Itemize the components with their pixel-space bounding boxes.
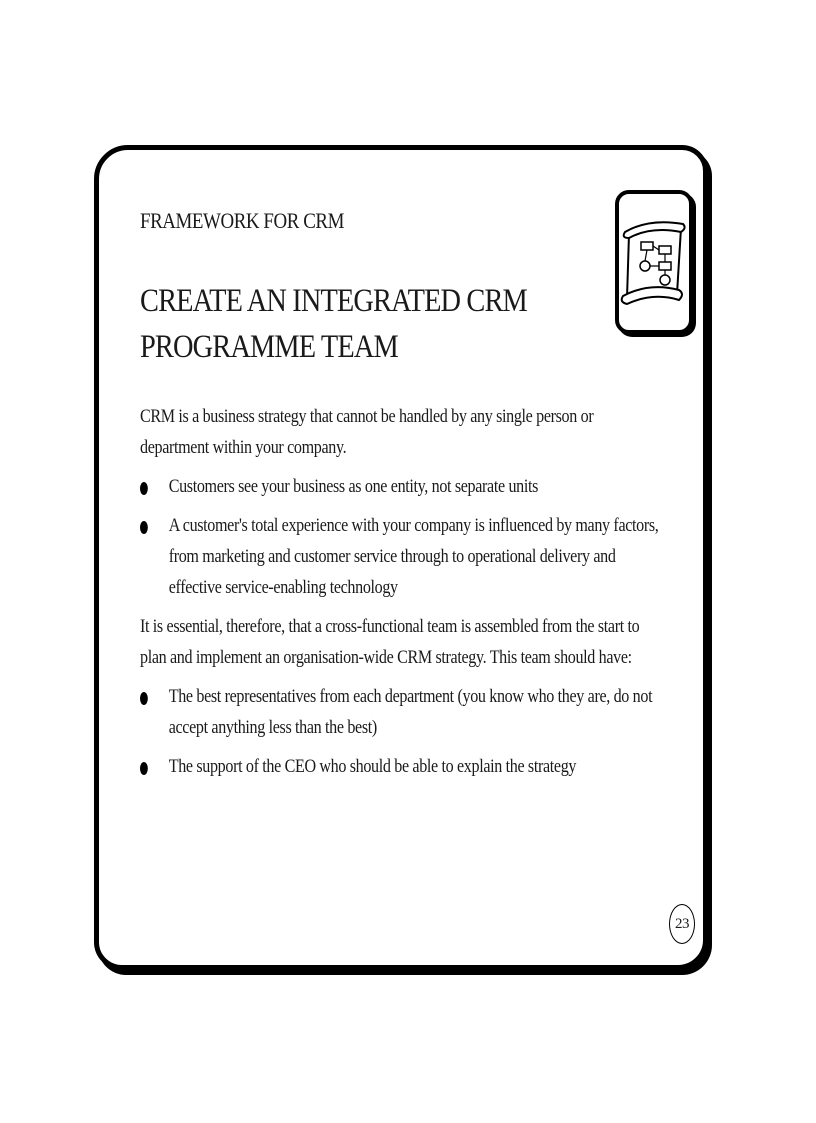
list-item-text: The support of the CEO who should be able to explain the strategy xyxy=(168,757,577,777)
list-item xyxy=(140,511,660,604)
bullet-icon xyxy=(140,482,148,495)
bullet-icon xyxy=(140,521,148,534)
section-label: FRAMEWORK FOR CRM xyxy=(140,208,345,233)
list-item-text: A customer's total experience with your company is influenced by many factors, from marketing and customer service through to operational delivery and effective service-enabling technology xyxy=(168,516,659,598)
bullet-list-1 xyxy=(140,472,660,604)
intro-paragraph: CRM is a business strategy that cannot be handled by any single person or department within your company. xyxy=(140,407,594,458)
list-item-text: The best representatives from each department (you know who they are, do not accept anything less than the best) xyxy=(168,687,653,738)
bullet-list-2 xyxy=(140,682,660,783)
bullet-icon xyxy=(140,762,148,775)
list-item-text: Customers see your business as one entity, not separate units xyxy=(168,477,539,497)
page-title: CREATE AN INTEGRATED CRM PROGRAMME TEAM xyxy=(140,283,527,365)
bullet-icon xyxy=(140,692,148,705)
page-number: 23 xyxy=(669,904,695,944)
list-item xyxy=(140,682,660,744)
scroll-flowchart-icon xyxy=(615,190,693,334)
list-item xyxy=(140,472,660,503)
second-paragraph: It is essential, therefore, that a cross-functional team is assembled from the start to plan and implement an organisation-wide CRM strategy. This team should have: xyxy=(140,617,640,668)
list-item xyxy=(140,752,660,783)
body-text xyxy=(140,402,660,791)
